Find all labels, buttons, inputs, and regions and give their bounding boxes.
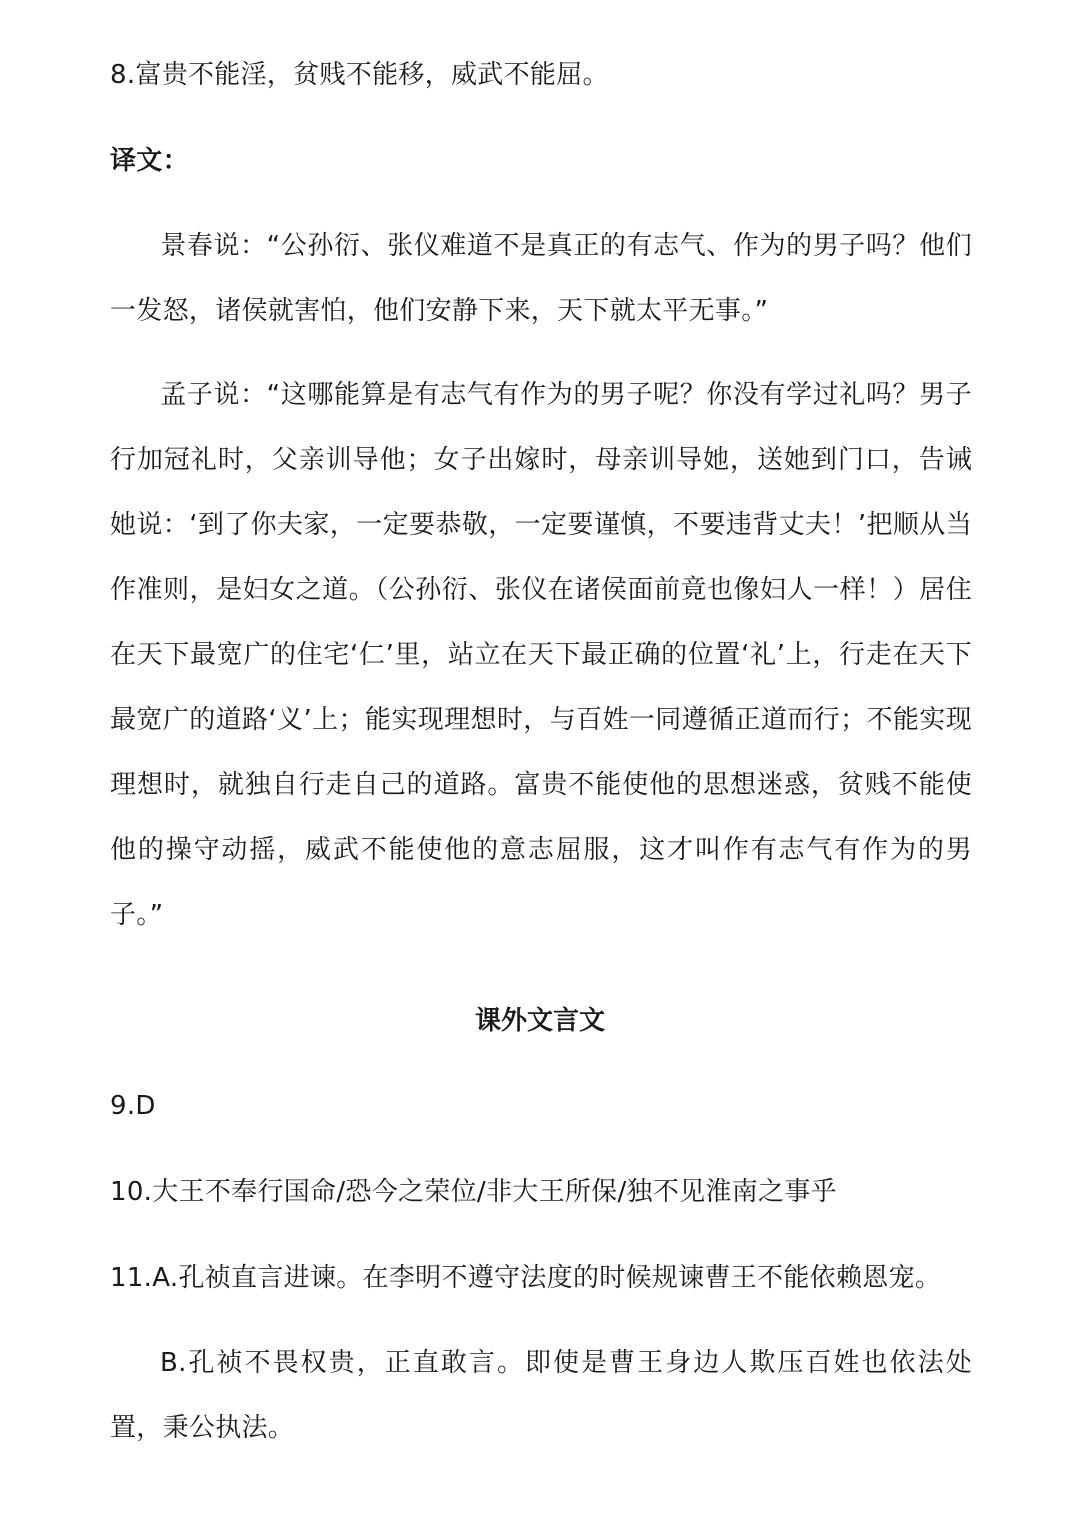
translation-paragraph-1 xyxy=(110,214,972,344)
answer-item-11b xyxy=(110,1331,972,1461)
answer-item-11a: 11.A.孔祯直言进谏。在李明不遵守法度的时候规谏曹王不能依赖恩宠。 xyxy=(110,1263,942,1293)
translation-heading: 译文： xyxy=(110,146,189,176)
answer-item-11b-text: B.孔祯不畏权贵，正直敢言。即使是曹王身边人欺压百姓也依法处置，秉公执法。 xyxy=(110,1348,972,1443)
translation-paragraph-1-text: 景春说：“公孙衍、张仪难道不是真正的有志气、作为的男子吗？他们一发怒，诸侯就害怕，他们安静下来，天下就太平无事。” xyxy=(110,231,972,326)
section-title: 课外文言文 xyxy=(474,1006,605,1036)
answer-item-10: 10.大王不奉行国命/恐今之荣位/非大王所保/独不见淮南之事乎 xyxy=(110,1177,837,1207)
answer-item-8: 8.富贵不能淫，贫贱不能移，威武不能屈。 xyxy=(110,60,609,90)
translation-paragraph-2 xyxy=(110,363,972,948)
answer-item-9: 9.D xyxy=(110,1091,156,1121)
translation-paragraph-2-text: 孟子说：“这哪能算是有志气有作为的男子呢？你没有学过礼吗？男子行加冠礼时，父亲训导他；女子出嫁时，母亲训导她，送她到门口，告诫她说：‘到了你夫家，一定要恭敬，一定要谨慎，不要违背丈夫！’把顺从当作准则，是妇女之道。（公孙衍、张仪在诸侯面前竟也像妇人一样！）居住在天下最宽广的住宅‘仁’里，站立在天下最正确的位置‘礼’上，行走在天下最宽广的道路‘义’上；能实现理想时，与百姓一同遵循正道而行；不能实现理想时，就独自行走自己的道路。富贵不能使他的思想迷惑，贫贱不能使他的操守动摇，威武不能使他的意志屈服，这才叫作有志气有作为的男子。” xyxy=(110,380,972,930)
